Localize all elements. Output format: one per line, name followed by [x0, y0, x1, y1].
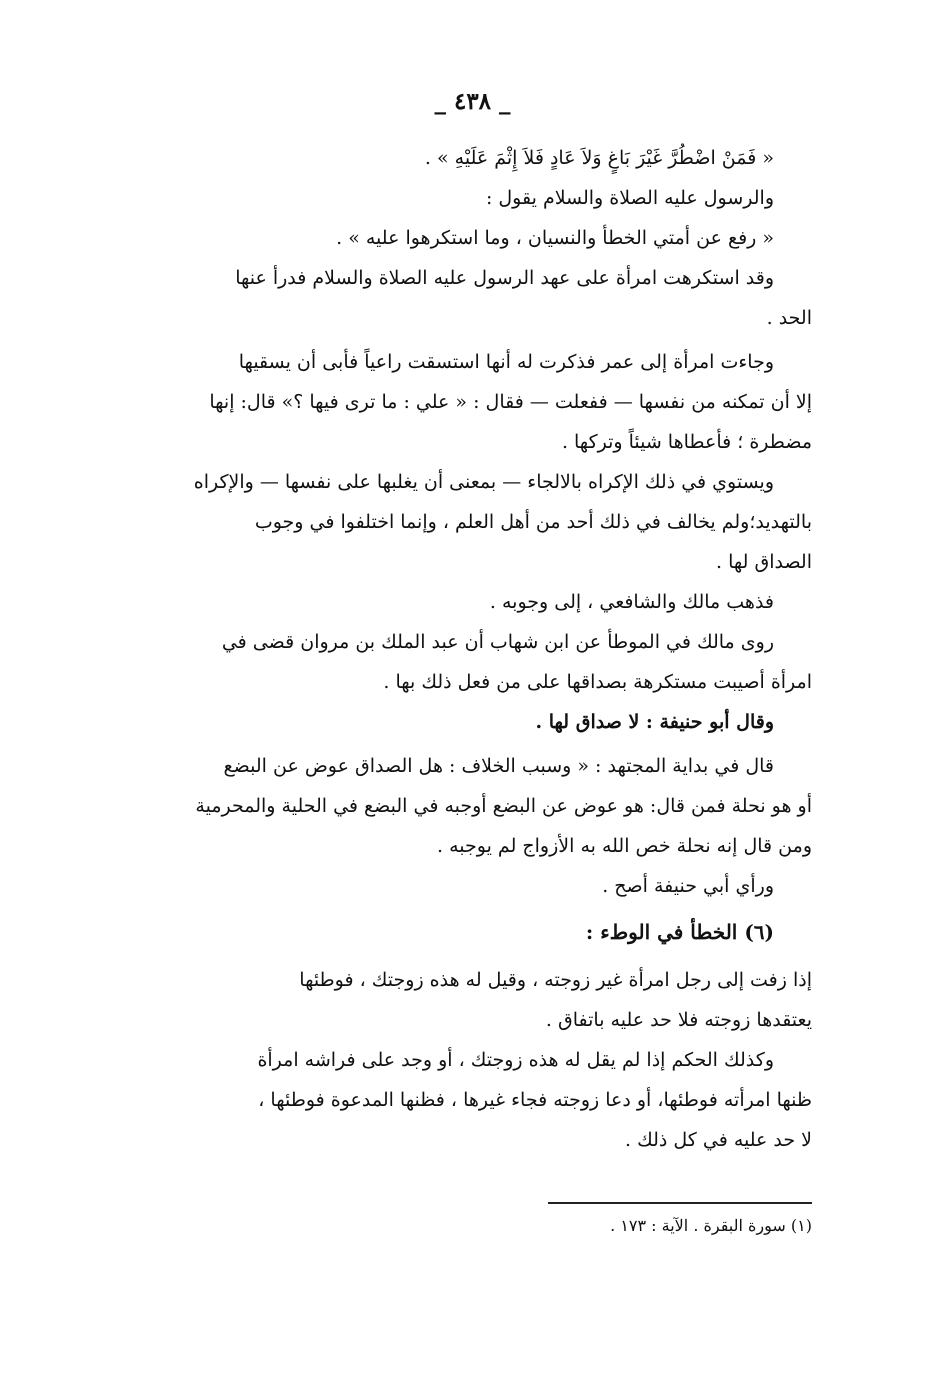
- text-line: ورأي أبي حنيفة أصح .: [602, 875, 774, 897]
- text-line: ويستوي في ذلك الإكراه بالالجاء — بمعنى أن يغلبها على نفسها — والإكراه: [193, 471, 774, 493]
- paragraph: [152, 258, 812, 338]
- text-line: قال في بداية المجتهد : « وسبب الخلاف : هل الصداق عوض عن البضع: [223, 755, 774, 777]
- paragraph: [152, 746, 812, 866]
- text-line: الصداق لها .: [716, 551, 812, 573]
- quran-quote-line: « فَمَنْ اضْطُرَّ غَيْرَ بَاغٍ وَلاَ عَادٍ فَلاَ إِثْمَ عَلَيْهِ » .: [424, 147, 774, 169]
- footnote-divider: [548, 1202, 812, 1204]
- paragraph: [152, 342, 812, 462]
- paragraph: [152, 960, 812, 1040]
- text-line: روى مالك في الموطأ عن ابن شهاب أن عبد الملك بن مروان قضى في: [221, 631, 774, 653]
- text-line: إذا زفت إلى رجل امرأة غير زوجته ، وقيل له هذه زوجتك ، فوطئها: [299, 969, 812, 991]
- footnote: (١) سورة البقرة . الآية : ١٧٣ .: [610, 1216, 812, 1235]
- paragraph: [152, 462, 812, 582]
- text-line: والرسول عليه الصلاة والسلام يقول :: [485, 187, 774, 209]
- text-line: إلا أن تمكنه من نفسها — ففعلت — فقال : « علي : ما ترى فيها ؟» قال: إنها: [209, 391, 812, 413]
- text-line: ومن قال إنه نحلة خص الله به الأزواج لم يوجبه .: [437, 835, 812, 857]
- text-line: أو هو نحلة فمن قال: هو عوض عن البضع أوجبه في البضع في الحلية والمحرمية: [195, 795, 812, 817]
- text-line: يعتقدها زوجته فلا حد عليه باتفاق .: [545, 1009, 812, 1031]
- page-number: _ ٤٣٨ _: [434, 88, 511, 115]
- text-line: ظنها امرأته فوطئها، أو دعا زوجته فجاء غيرها ، فظنها المدعوة فوطئها ،: [258, 1089, 812, 1111]
- text-line: وكذلك الحكم إذا لم يقل له هذه زوجتك ، أو وجد على فراشه امرأة: [257, 1049, 774, 1071]
- section-heading: (٦) الخطأ في الوطء :: [585, 920, 774, 944]
- body-text: [152, 138, 812, 1160]
- text-line: وقال أبو حنيفة : لا صداق لها .: [535, 711, 774, 733]
- text-line: فذهب مالك والشافعي ، إلى وجوبه .: [489, 591, 774, 613]
- hadith-quote-line: « رفع عن أمتي الخطأ والنسيان ، وما استكرهوا عليه » .: [336, 227, 774, 249]
- text-line: امرأة أصيبت مستكرهة بصداقها على من فعل ذلك بها .: [383, 671, 812, 693]
- text-line: الحد .: [766, 307, 812, 329]
- text-line: لا حد عليه في كل ذلك .: [625, 1129, 812, 1151]
- paragraph: [152, 1040, 812, 1160]
- text-line: بالتهديد؛ولم يخالف في ذلك أحد من أهل العلم ، وإنما اختلفوا في وجوب: [254, 511, 812, 533]
- text-line: وجاءت امرأة إلى عمر فذكرت له أنها استسقت راعياً فأبى أن يسقيها: [238, 351, 774, 373]
- paragraph: [152, 622, 812, 702]
- text-line: وقد استكرهت امرأة على عهد الرسول عليه الصلاة والسلام فدرأ عنها: [235, 267, 774, 289]
- text-line: مضطرة ؛ فأعطاها شيئاً وتركها .: [561, 431, 812, 453]
